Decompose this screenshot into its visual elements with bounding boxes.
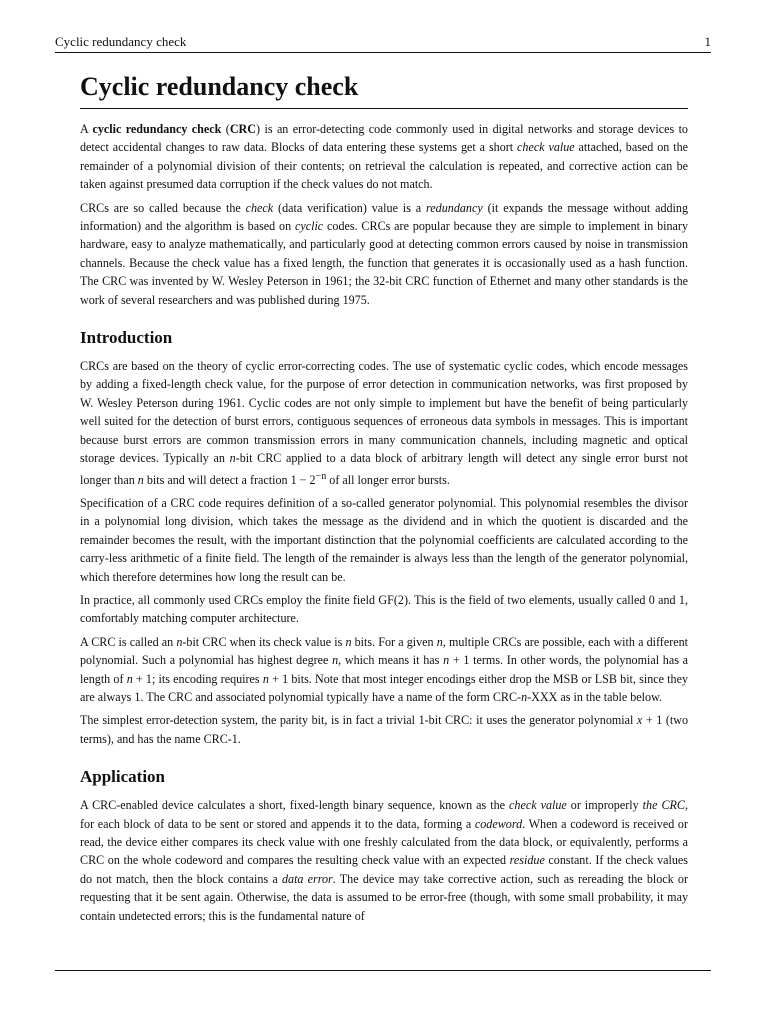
italic-term: check value bbox=[517, 140, 575, 155]
superscript: −n bbox=[315, 470, 327, 482]
italic-term: n bbox=[262, 671, 269, 686]
introduction-paragraph: In practice, all commonly used CRCs employ the finite field GF(2). This is the field of two elements, usually called 0 and 1, comfortably matching computer architecture. bbox=[80, 592, 688, 626]
italic-term: n bbox=[176, 634, 183, 649]
introduction-paragraph: CRCs are based on the theory of cyclic error-correcting codes. The use of systematic cyclic codes, which encode messages by adding a fixed-length check value, for the purpose of error detection in communication networks, was first proposed by W. Wesley Peterson during 1961. Cyclic codes are not only simple to implement but have the benefit of being particularly well suited for the detection of burst errors, contiguous sequences of erroneous data symbols in messages. This is important because burst errors are common transmission errors in many communication channels, including magnetic and optical storage devices. Typically an n-bit CRC applied to a data block of arbitrary length will detect any single error burst not longer than n bits and will detect a fraction $1 - 2^{-n}$ of all longer error bursts. bbox=[80, 359, 689, 487]
bold-term: cyclic redundancy check bbox=[92, 122, 222, 136]
italic-term: n bbox=[137, 472, 144, 487]
italic-term: n bbox=[126, 671, 133, 686]
section-heading-introduction: Introduction bbox=[80, 328, 173, 348]
lead-paragraph: CRCs are so called because the check (data verification) value is a redundancy (it expands the message without adding information) and the algorithm is based on cyclic codes. CRCs are popular because they are simple to implement in binary hardware, easy to analyze mathematically, and particularly good at detecting common errors caused by noise in transmission channels. Because the check value has a fixed length, the function that generates it is occasionally used as a hash function. The CRC was invented by W. Wesley Peterson in 1961; the 32-bit CRC function of Ethernet and many other standards is the work of several researchers and was published during 1975. bbox=[80, 200, 688, 307]
introduction-paragraph: The simplest error-detection system, the parity bit, is in fact a trivial 1-bit CRC: it uses the generator polynomial x + 1 (two terms), and has the name CRC-1. bbox=[80, 713, 688, 746]
italic-term: residue bbox=[509, 853, 545, 868]
italic-term: cyclic bbox=[294, 219, 324, 234]
italic-term: n bbox=[521, 690, 528, 704]
running-header-title: Cyclic redundancy check bbox=[55, 34, 187, 49]
italic-term: the CRC bbox=[642, 798, 685, 813]
italic-term: redundancy bbox=[426, 200, 483, 215]
introduction-paragraph: A CRC is called an n-bit CRC when its check value is n bits. For a given n, multiple CRCs are possible, each with a different polynomial. Such a polynomial has highest degree n, which means it has n + 1 terms. In other words, the polynomial has a length of n + 1; its encoding requires n + 1 bits. Note that most integer encodings either drop the MSB or LSB bit, since they are always 1. The CRC and associated polynomial typically have a name of the form CRC-n-XXX as in the table below. bbox=[80, 634, 689, 704]
section-heading-application: Application bbox=[80, 767, 166, 787]
italic-term: n bbox=[345, 634, 352, 649]
italic-term: check value bbox=[509, 798, 567, 813]
italic-term: data error bbox=[281, 871, 333, 886]
page-number: 1 bbox=[704, 34, 711, 49]
italic-term: x bbox=[636, 713, 643, 728]
introduction-paragraph: Specification of a CRC code requires definition of a so-called generator polynomial. This polynomial resembles the divisor in a polynomial long division, which takes the message as the dividend and in which the quotient is discarded and the remainder becomes the result, with the important distinction that the polynomial coefficients are calculated according to the carry-less arithmetic of a finite field. The length of the remainder is always less than the length of the generator polynomial, which therefore determines how long the result can be. bbox=[80, 495, 688, 584]
italic-term: n bbox=[443, 653, 450, 668]
italic-term: codeword bbox=[474, 816, 523, 831]
article-title: Cyclic redundancy check bbox=[80, 70, 688, 109]
article-body bbox=[80, 120, 688, 930]
italic-term: check bbox=[245, 200, 274, 215]
application-paragraph: A CRC-enabled device calculates a short, fixed-length binary sequence, known as the check value or improperly the CRC, for each block of data to be sent or stored and appends it to the data, forming a codeword. When a codeword is received or read, the device either compares its check value with one freshly calculated from the data block, or equivalently, performs a CRC on the whole codeword and compares the resulting check value with an expected residue constant. If the check values do not match, then the block contains a data error. The device may take corrective action, such as rereading the block or requesting that it be sent again. Otherwise, the data is assumed to be error-free (though, with some small probability, it may contain undetected errors; this is the fundamental nature of bbox=[80, 798, 689, 923]
bold-term: CRC bbox=[229, 122, 257, 136]
italic-term: n bbox=[332, 653, 339, 668]
running-header bbox=[55, 34, 711, 53]
lead-paragraph: A cyclic redundancy check (CRC) is an error-detecting code commonly used in digital networks and storage devices to detect accidental changes to raw data. Blocks of data entering these systems get a short check value attached, based on the remainder of a polynomial division of their contents; on retrieval the calculation is repeated, and corrective action can be taken against presumed data corruption if the check values do not match. bbox=[80, 122, 688, 192]
italic-term: n bbox=[436, 634, 443, 649]
footer-rule bbox=[55, 970, 711, 971]
italic-term: n bbox=[229, 451, 236, 466]
